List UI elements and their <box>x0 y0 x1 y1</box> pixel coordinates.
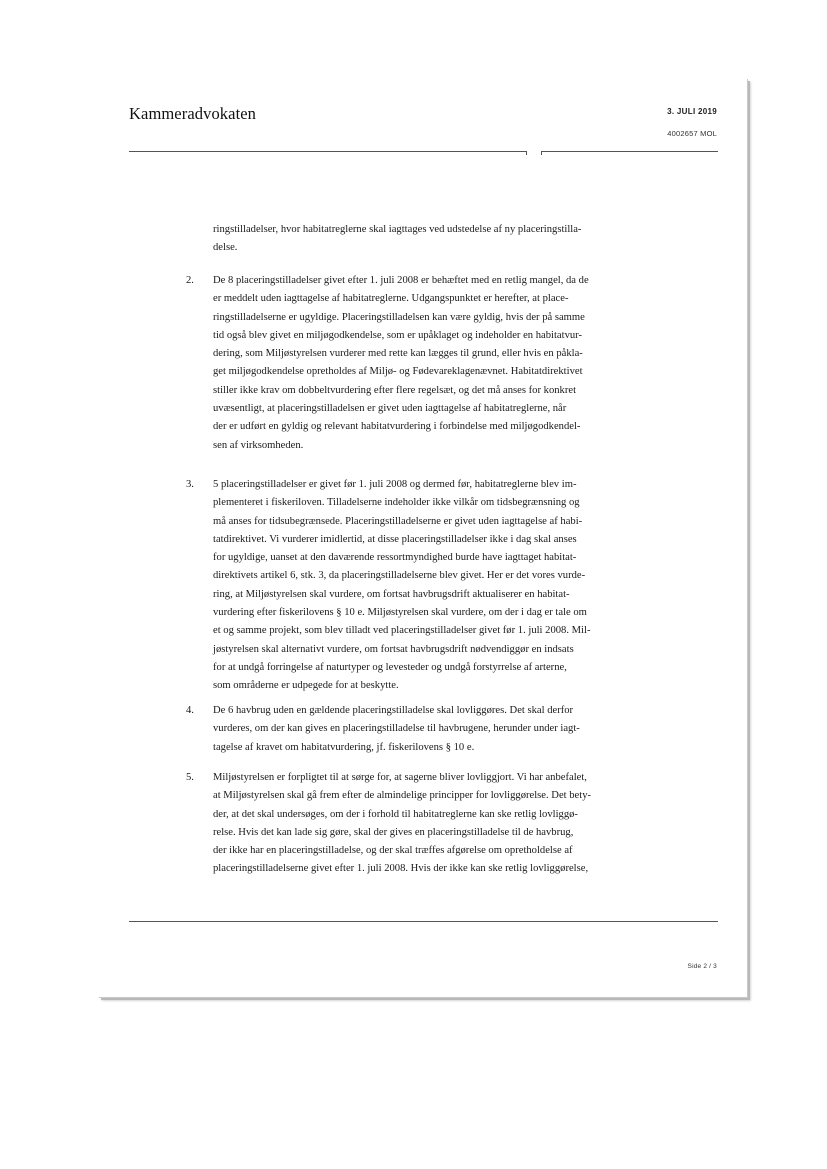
numbered-paragraph: De 8 placeringstilladelser givet efter 1. juli 2008 er behæftet med en retlig mangel, da de er meddelt uden iagttagelse af habitatreglerne. Udgangspunktet er herefter, at place- ringstilladelserne er ugyldige. Placeringstilladelsen kan være gyldig, hvis der på samme tid også blev givet en miljøgodkendelse, som er upåklaget og indeholder en habitatvur- dering, som Miljøstyrelsen vurderer med rette kan lægges til grund, eller hvis en påkla- get miljøgodkendelse opretholdes af Miljø- og Fødevareklagenævnet. Habitatdirektivet stiller ikke krav om dobbeltvurdering efter flere regelsæt, og det må anses for konkret uvæsentligt, at placeringstilladelsen er givet uden iagttagelse af habitatreglerne, når der er udført en gyldig og relevant habitatvurdering i forbindelse med miljøgodkendel- sen af virksomheden. <box>213 275 589 451</box>
numbered-paragraph: 5 placeringstilladelser er givet før 1. juli 2008 og dermed før, habitatreglerne blev im- plementeret i fiskeriloven. Tilladelserne indeholder ikke vilkår om tidsbegrænsning og må anses for tidsubegrænsede. Placeringstilladelserne er givet uden iagttagelse af habi- tatdirektivet. Vi vurderer imidlertid, at disse placeringstilladelser ikke i dag skal anses for ugyldige, uanset at den daværende ressortmyndighed burde have iagttaget habitat- direktivets artikel 6, stk. 3, da placeringstilladelserne blev givet. Her er det vores vurde- ring, at Miljøstyrelsen skal vurdere, om fortsat havbrugsdrift aktualiserer en habitat- vurdering efter fiskerilovens § 10 e. Miljøstyrelsen skal vurdere, om der i dag er tale om et og samme projekt, som blev tilladt ved placeringstilladelser givet før 1. juli 2008. Mil- jøstyrelsen skal alternativt vurdere, om fortsat havbrugsdrift nødvendiggør en indsats for at undgå forringelse af naturtyper og levesteder og undgå forstyrrelse af arterne, som områderne er udpegede for at beskytte. <box>213 479 591 692</box>
intro-paragraph: ringstilladelser, hvor habitatreglerne skal iagttages ved udstedelse af ny placeringstilla- delse. <box>213 224 582 254</box>
numbered-paragraph: Miljøstyrelsen er forpligtet til at sørge for, at sagerne bliver lovliggjort. Vi har anbefalet, at Miljøstyrelsen skal gå frem efter de almindelige principper for lovliggørelse. Det bety- der, at det skal undersøges, om der i forhold til habitatreglerne kan ske retlig lovliggø- relse. Hvis det kan lade sig gøre, skal der gives en placeringstilladelse til de havbrug, der ikke har en placeringstilladelse, og der skal træffes afgørelse om opretholdelse af placeringstilladelserne givet efter 1. juli 2008. Hvis der ikke kan ske retlig lovliggørelse, <box>213 772 592 875</box>
logo: Kammeradvokaten <box>129 104 257 123</box>
page-number: Side 2 / 3 <box>687 963 717 970</box>
item-number: 2. <box>186 275 194 286</box>
header-rule-right <box>541 151 718 152</box>
footer-rule <box>129 921 718 922</box>
numbered-paragraph: De 6 havbrug uden en gældende placeringstilladelse skal lovliggøres. Det skal derfor vurderes, om der kan gives en placeringstilladelse til havbrugene, herunder under iagt- tagelse af kravet om habitatvurdering, jf. fiskerilovens § 10 e. <box>213 705 580 753</box>
document-page <box>99 79 748 998</box>
item-number: 5. <box>186 772 194 783</box>
header-rule-left <box>129 151 527 152</box>
item-number: 3. <box>186 479 194 490</box>
item-number: 4. <box>186 705 194 716</box>
document-date: 3. JULI 2019 <box>667 107 717 116</box>
document-reference: 4002657 MOL <box>667 129 717 138</box>
header-rule-tick <box>526 151 527 155</box>
